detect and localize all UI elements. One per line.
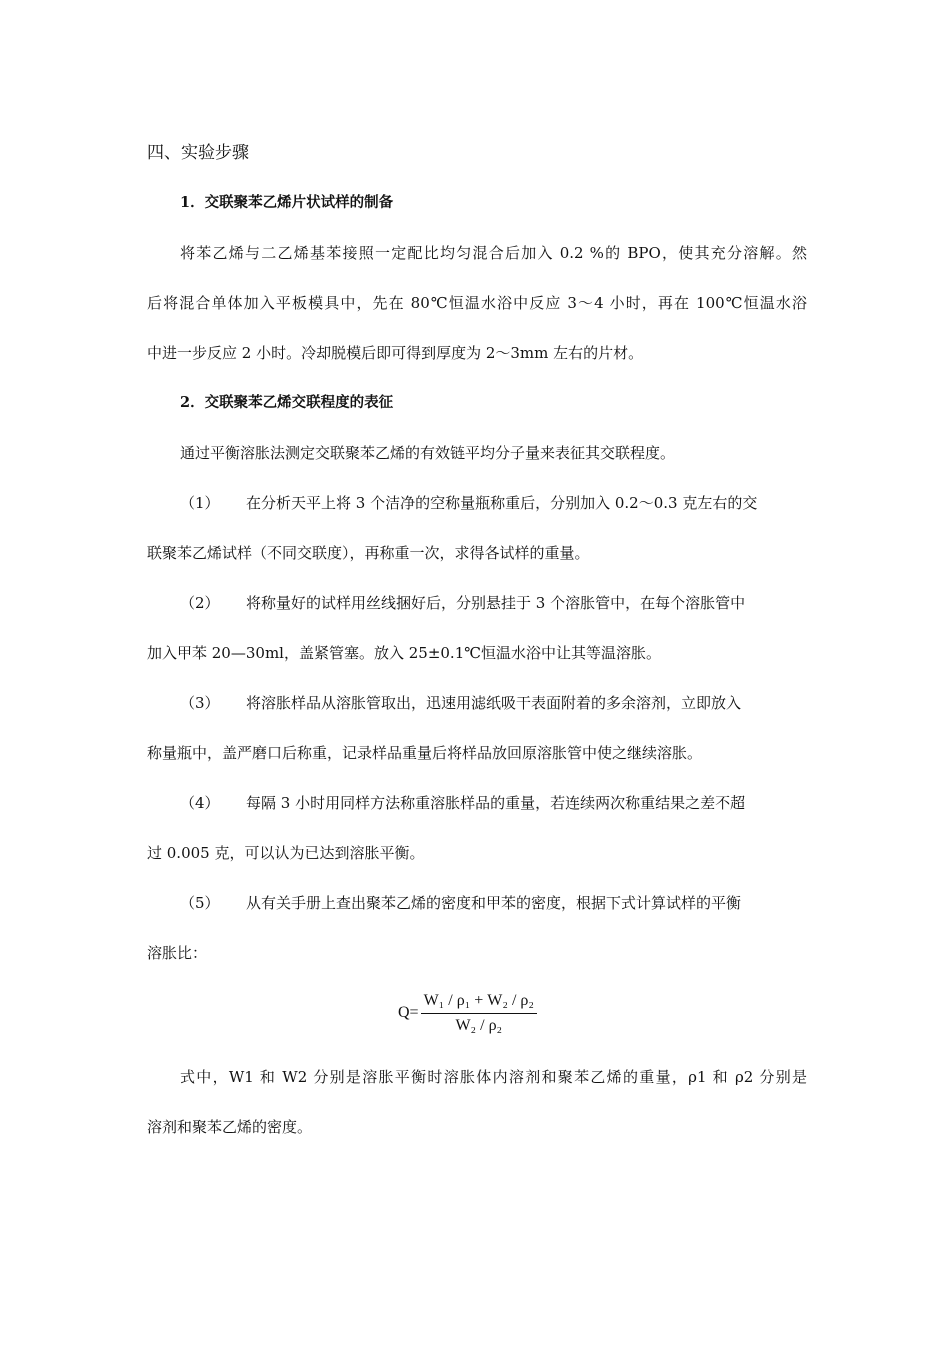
step-label: （1）: [180, 494, 220, 512]
step-2-line-1: [180, 592, 807, 614]
step-5-line-1: [180, 892, 807, 914]
formula-lhs: Q=: [398, 1004, 419, 1021]
step-4-line-2: 过 0.005 克，可以认为已达到溶胀平衡。: [147, 844, 425, 862]
step-label: （3）: [180, 694, 220, 712]
step-label: （2）: [180, 594, 220, 612]
step-1-line-1: [180, 492, 807, 514]
step-4-line-1: [180, 792, 807, 814]
step-3-line-1: [180, 692, 807, 714]
step-text: 将溶胀样品从溶胀管取出，迅速用滤纸吸干表面附着的多余溶剂，立即放入: [246, 694, 742, 712]
explanation-line: 溶剂和聚苯乙烯的密度。: [147, 1118, 313, 1136]
step-text: 从有关手册上查出聚苯乙烯的密度和甲苯的密度，根据下式计算试样的平衡: [246, 894, 742, 912]
explanation-line: 式中，W1 和 W2 分别是溶胀平衡时溶胀体内溶剂和聚苯乙烯的重量，ρ1 和 ρ2 分别是: [180, 1068, 807, 1086]
step-text: 每隔 3 小时用同样方法称重溶胀样品的重量，若连续两次称重结果之差不超: [246, 794, 746, 812]
subsection-heading-1: 1．交联聚苯乙烯片状试样的制备: [180, 194, 394, 211]
formula-fraction: [421, 991, 537, 1036]
step-1-line-2: 联聚苯乙烯试样（不同交联度），再称重一次，求得各试样的重量。: [147, 544, 590, 562]
step-5-line-2: 溶胀比：: [147, 944, 208, 962]
step-label: （5）: [180, 894, 220, 912]
step-3-line-2: 称量瓶中，盖严磨口后称重，记录样品重量后将样品放回原溶胀管中使之继续溶胀。: [147, 744, 703, 762]
step-text: 在分析天平上将 3 个洁净的空称量瓶称重后，分别加入 0.2～0.3 克左右的交: [246, 494, 758, 512]
step-2-line-2: 加入甲苯 20—30ml，盖紧管塞。放入 25±0.1℃恒温水浴中让其等温溶胀。: [147, 644, 662, 662]
paragraph-line: 将苯乙烯与二乙烯基苯接照一定配比均匀混合后加入 0.2 %的 BPO，使其充分溶解。然: [180, 244, 807, 262]
step-label: （4）: [180, 794, 220, 812]
section-title: 四、实验步骤: [147, 143, 249, 163]
paragraph-line: 中进一步反应 2 小时。冷却脱模后即可得到厚度为 2～3mm 左右的片材。: [147, 344, 644, 362]
step-text: 将称量好的试样用丝线捆好后，分别悬挂于 3 个溶胀管中，在每个溶胀管中: [246, 594, 746, 612]
formula-numerator: W₁ / ρ₁ + W₂ / ρ₂: [421, 991, 537, 1014]
swelling-ratio-formula: [398, 985, 537, 1041]
formula-denominator: W₂ / ρ₂: [455, 1016, 503, 1034]
subsection-heading-2: 2．交联聚苯乙烯交联程度的表征: [180, 394, 394, 411]
paragraph-line: 后将混合单体加入平板模具中，先在 80℃恒温水浴中反应 3～4 小时，再在 100℃恒温水浴: [147, 294, 807, 312]
paragraph-line: 通过平衡溶胀法测定交联聚苯乙烯的有效链平均分子量来表征其交联程度。: [180, 444, 676, 462]
